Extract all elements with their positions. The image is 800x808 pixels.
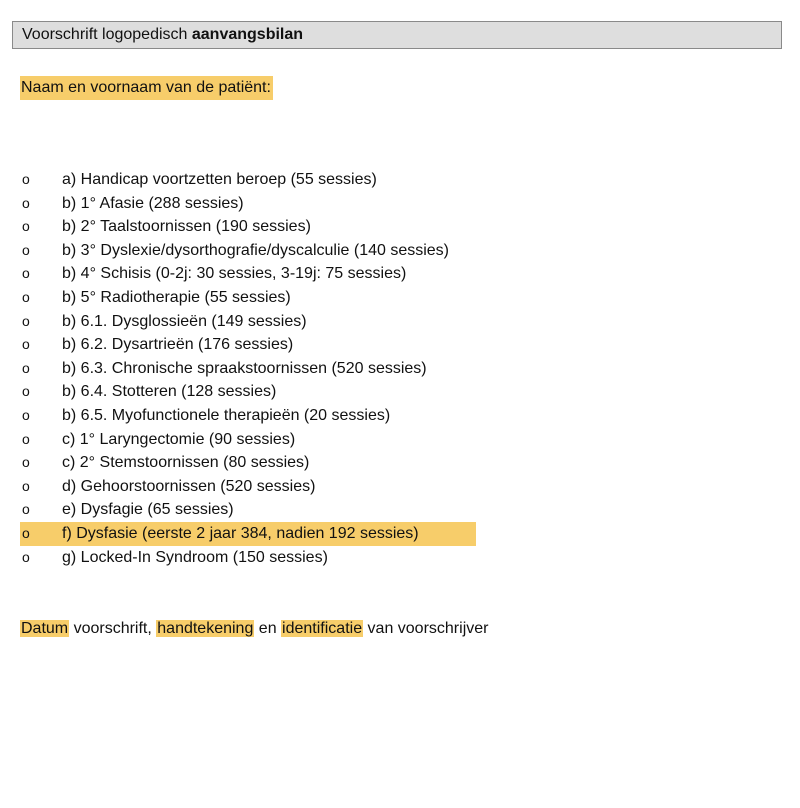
list-item[interactable]: [0, 451, 800, 475]
list-item-text: b) 5° Radiotherapie (55 sessies): [62, 288, 291, 306]
list-item-text: b) 6.1. Dysglossieën (149 sessies): [62, 312, 307, 330]
bullet-icon: o: [22, 524, 30, 541]
list-item[interactable]: [0, 475, 800, 499]
bullet-icon: o: [22, 171, 30, 187]
bullet-icon: o: [22, 241, 30, 258]
list-item-text: b) 2° Taalstoornissen (190 sessies): [62, 218, 311, 236]
list-item[interactable]: [0, 262, 800, 286]
document-title: [12, 21, 782, 49]
footer-rest: van voorschrijver: [363, 620, 489, 637]
list-item-text: b) 6.3. Chronische spraakstoornissen (520 sessies): [62, 359, 427, 377]
list-item[interactable]: [0, 333, 800, 357]
prescriber-footer: [20, 617, 488, 641]
list-item[interactable]: [0, 404, 800, 428]
list-item[interactable]: [0, 239, 800, 263]
title-prefix: Voorschrift logopedisch: [22, 26, 192, 43]
bullet-icon: o: [22, 406, 30, 423]
list-item-text: f) Dysfasie (eerste 2 jaar 384, nadien 192 sessies): [62, 524, 419, 542]
title-bold: aanvangsbilan: [191, 26, 304, 43]
list-item[interactable]: [0, 310, 800, 334]
list-item-text: b) 3° Dyslexie/dysorthografie/dyscalculie (140 sessies): [62, 241, 450, 259]
list-item[interactable]: [0, 168, 800, 192]
list-item[interactable]: [0, 215, 800, 239]
footer-identificatie: identificatie: [282, 620, 363, 637]
list-item-text: b) 6.5. Myofunctionele therapieën (20 sessies): [62, 406, 391, 424]
list-item[interactable]: [0, 192, 800, 216]
bullet-icon: o: [22, 477, 30, 494]
bullet-icon: o: [22, 312, 30, 329]
list-item[interactable]: [0, 546, 800, 570]
bullet-icon: o: [22, 336, 30, 353]
list-item[interactable]: [0, 428, 800, 452]
list-item-text: e) Dysfagie (65 sessies): [62, 501, 234, 519]
bullet-icon: o: [22, 454, 30, 471]
footer-handtekening: handtekening: [157, 620, 254, 637]
list-item[interactable]: [0, 357, 800, 381]
bullet-icon: o: [22, 218, 30, 235]
list-item-text: b) 6.2. Dysartrieën (176 sessies): [62, 336, 294, 354]
bullet-icon: o: [22, 288, 30, 305]
bullet-icon: o: [22, 265, 30, 282]
bullet-icon: o: [22, 383, 30, 400]
footer-en: en: [254, 620, 282, 637]
list-item-text: b) 1° Afasie (288 sessies): [62, 194, 244, 212]
bullet-icon: o: [22, 194, 30, 211]
patient-name-label: Naam en voornaam van de patiënt:: [20, 76, 273, 100]
list-item[interactable]: [0, 380, 800, 404]
list-item-text: g) Locked-In Syndroom (150 sessies): [62, 548, 328, 566]
list-item-text: a) Handicap voortzetten beroep (55 sessies): [62, 171, 377, 188]
bullet-icon: o: [22, 501, 30, 518]
list-item[interactable]: [0, 498, 800, 522]
list-item-text: c) 1° Laryngectomie (90 sessies): [62, 430, 296, 448]
footer-voorschrift: voorschrift,: [69, 620, 157, 637]
footer-datum: Datum: [21, 620, 69, 637]
list-item-text: d) Gehoorstoornissen (520 sessies): [62, 477, 316, 495]
bullet-icon: o: [22, 548, 30, 565]
indication-list: [0, 168, 800, 569]
list-item-text: b) 6.4. Stotteren (128 sessies): [62, 383, 277, 401]
list-item[interactable]: [0, 286, 800, 310]
bullet-icon: o: [22, 430, 30, 447]
list-item-highlighted[interactable]: [0, 522, 800, 546]
list-item-text: c) 2° Stemstoornissen (80 sessies): [62, 454, 310, 472]
bullet-icon: o: [22, 359, 30, 376]
list-item-text: b) 4° Schisis (0-2j: 30 sessies, 3-19j: 75 sessies): [62, 265, 407, 283]
